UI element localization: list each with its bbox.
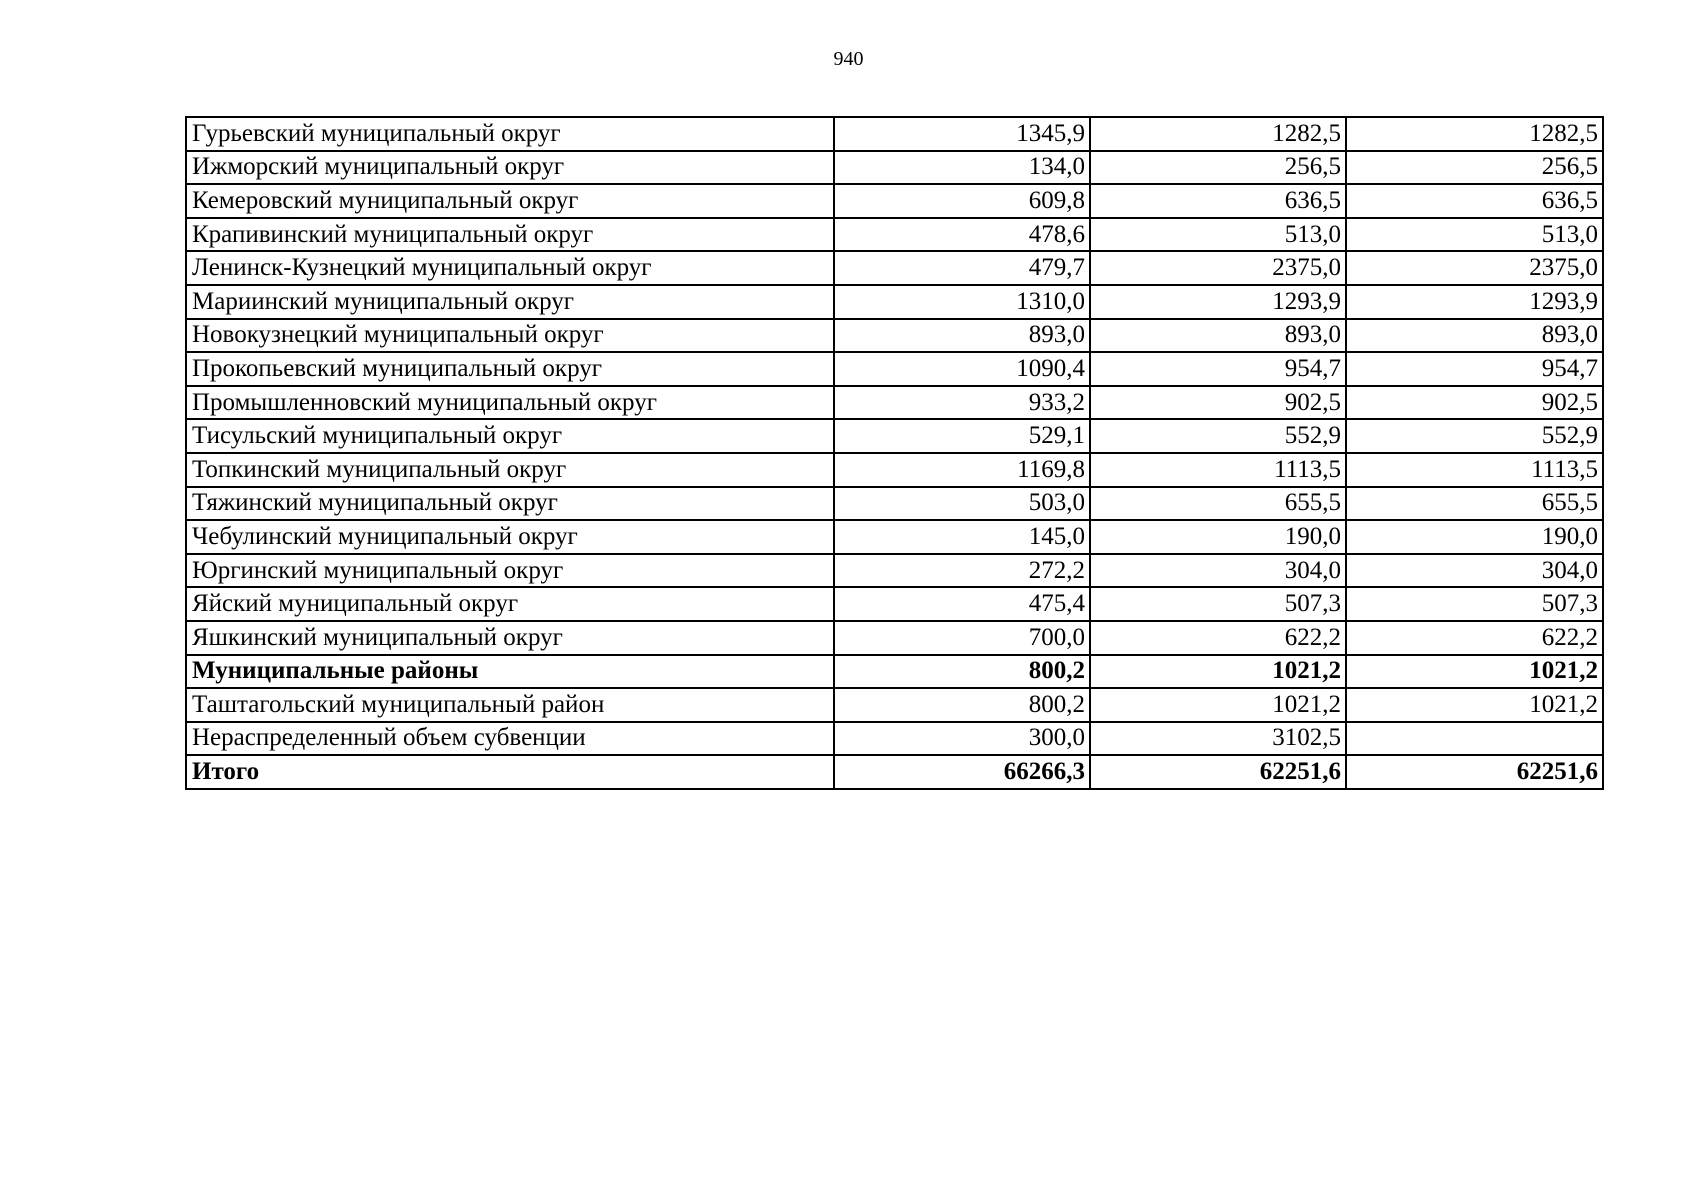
- row-value-2-cell: 893,0: [1090, 319, 1346, 353]
- table-row: [186, 520, 1603, 554]
- table-row: [186, 554, 1603, 588]
- row-name-cell: Кемеровский муниципальный округ: [186, 184, 834, 218]
- row-name-cell: Ижморский муниципальный округ: [186, 151, 834, 185]
- row-value-3-cell: 636,5: [1346, 184, 1603, 218]
- row-name-cell: Промышленновский муниципальный округ: [186, 386, 834, 420]
- table-row: [186, 487, 1603, 521]
- table-row: [186, 218, 1603, 252]
- row-value-2-cell: 304,0: [1090, 554, 1346, 588]
- table-row: [186, 419, 1603, 453]
- row-value-2-cell: 1293,9: [1090, 285, 1346, 319]
- row-value-1-cell: 1345,9: [834, 117, 1090, 151]
- subvention-table: [185, 116, 1604, 790]
- row-value-3-cell: 1021,2: [1346, 688, 1603, 722]
- row-name-cell: Яшкинский муниципальный округ: [186, 621, 834, 655]
- row-value-1-cell: 933,2: [834, 386, 1090, 420]
- row-name-cell: Тяжинский муниципальный округ: [186, 487, 834, 521]
- row-value-2-cell: 507,3: [1090, 587, 1346, 621]
- row-name-cell: Муниципальные районы: [186, 655, 834, 689]
- row-value-2-cell: 513,0: [1090, 218, 1346, 252]
- row-value-1-cell: 700,0: [834, 621, 1090, 655]
- row-value-2-cell: 552,9: [1090, 419, 1346, 453]
- table-row: [186, 621, 1603, 655]
- row-name-cell: Чебулинский муниципальный округ: [186, 520, 834, 554]
- row-value-3-cell: 513,0: [1346, 218, 1603, 252]
- row-name-cell: Нераспределенный объем субвенции: [186, 722, 834, 756]
- row-value-1-cell: 609,8: [834, 184, 1090, 218]
- row-value-3-cell: 1021,2: [1346, 655, 1603, 689]
- row-value-1-cell: 475,4: [834, 587, 1090, 621]
- table-row: [186, 352, 1603, 386]
- row-value-3-cell: 902,5: [1346, 386, 1603, 420]
- row-value-2-cell: 954,7: [1090, 352, 1346, 386]
- row-name-cell: Тисульский муниципальный округ: [186, 419, 834, 453]
- row-name-cell: Таштагольский муниципальный район: [186, 688, 834, 722]
- table-row: [186, 453, 1603, 487]
- row-value-3-cell: 622,2: [1346, 621, 1603, 655]
- row-value-3-cell: [1346, 722, 1603, 756]
- row-value-2-cell: 190,0: [1090, 520, 1346, 554]
- row-value-2-cell: 3102,5: [1090, 722, 1346, 756]
- row-value-3-cell: 954,7: [1346, 352, 1603, 386]
- row-name-cell: Новокузнецкий муниципальный округ: [186, 319, 834, 353]
- row-value-2-cell: 902,5: [1090, 386, 1346, 420]
- row-value-1-cell: 478,6: [834, 218, 1090, 252]
- row-value-3-cell: 1113,5: [1346, 453, 1603, 487]
- table-row: [186, 319, 1603, 353]
- row-value-1-cell: 145,0: [834, 520, 1090, 554]
- row-value-2-cell: 622,2: [1090, 621, 1346, 655]
- row-name-cell: Юргинский муниципальный округ: [186, 554, 834, 588]
- table-row: [186, 587, 1603, 621]
- table-row: [186, 184, 1603, 218]
- table-row: [186, 117, 1603, 151]
- row-value-3-cell: 190,0: [1346, 520, 1603, 554]
- row-value-3-cell: 2375,0: [1346, 251, 1603, 285]
- row-value-2-cell: 655,5: [1090, 487, 1346, 521]
- table-row: [186, 688, 1603, 722]
- row-value-2-cell: 1282,5: [1090, 117, 1346, 151]
- row-name-cell: Гурьевский муниципальный округ: [186, 117, 834, 151]
- row-name-cell: Яйский муниципальный округ: [186, 587, 834, 621]
- row-value-1-cell: 800,2: [834, 655, 1090, 689]
- table-row: [186, 285, 1603, 319]
- row-value-3-cell: 1293,9: [1346, 285, 1603, 319]
- row-value-2-cell: 2375,0: [1090, 251, 1346, 285]
- row-value-1-cell: 272,2: [834, 554, 1090, 588]
- row-value-1-cell: 529,1: [834, 419, 1090, 453]
- table-body: [186, 117, 1603, 789]
- row-value-3-cell: 1282,5: [1346, 117, 1603, 151]
- row-value-3-cell: 655,5: [1346, 487, 1603, 521]
- row-value-1-cell: 503,0: [834, 487, 1090, 521]
- row-value-3-cell: 256,5: [1346, 151, 1603, 185]
- table-row: [186, 251, 1603, 285]
- row-name-cell: Итого: [186, 755, 834, 789]
- row-value-1-cell: 66266,3: [834, 755, 1090, 789]
- table-row: [186, 655, 1603, 689]
- row-value-2-cell: 636,5: [1090, 184, 1346, 218]
- row-value-2-cell: 256,5: [1090, 151, 1346, 185]
- row-value-1-cell: 300,0: [834, 722, 1090, 756]
- row-value-3-cell: 507,3: [1346, 587, 1603, 621]
- table-row: [186, 386, 1603, 420]
- row-value-3-cell: 304,0: [1346, 554, 1603, 588]
- row-value-3-cell: 552,9: [1346, 419, 1603, 453]
- row-name-cell: Крапивинский муниципальный округ: [186, 218, 834, 252]
- table-row: [186, 755, 1603, 789]
- row-value-1-cell: 1090,4: [834, 352, 1090, 386]
- table-row: [186, 151, 1603, 185]
- row-name-cell: Мариинский муниципальный округ: [186, 285, 834, 319]
- page-number: 940: [833, 48, 864, 70]
- row-value-2-cell: 1021,2: [1090, 688, 1346, 722]
- row-value-1-cell: 1169,8: [834, 453, 1090, 487]
- row-value-1-cell: 893,0: [834, 319, 1090, 353]
- row-value-3-cell: 893,0: [1346, 319, 1603, 353]
- row-value-1-cell: 134,0: [834, 151, 1090, 185]
- row-value-2-cell: 1113,5: [1090, 453, 1346, 487]
- row-value-2-cell: 62251,6: [1090, 755, 1346, 789]
- row-value-1-cell: 1310,0: [834, 285, 1090, 319]
- row-name-cell: Ленинск-Кузнецкий муниципальный округ: [186, 251, 834, 285]
- table-row: [186, 722, 1603, 756]
- row-value-1-cell: 479,7: [834, 251, 1090, 285]
- row-value-2-cell: 1021,2: [1090, 655, 1346, 689]
- row-name-cell: Топкинский муниципальный округ: [186, 453, 834, 487]
- row-name-cell: Прокопьевский муниципальный округ: [186, 352, 834, 386]
- row-value-1-cell: 800,2: [834, 688, 1090, 722]
- row-value-3-cell: 62251,6: [1346, 755, 1603, 789]
